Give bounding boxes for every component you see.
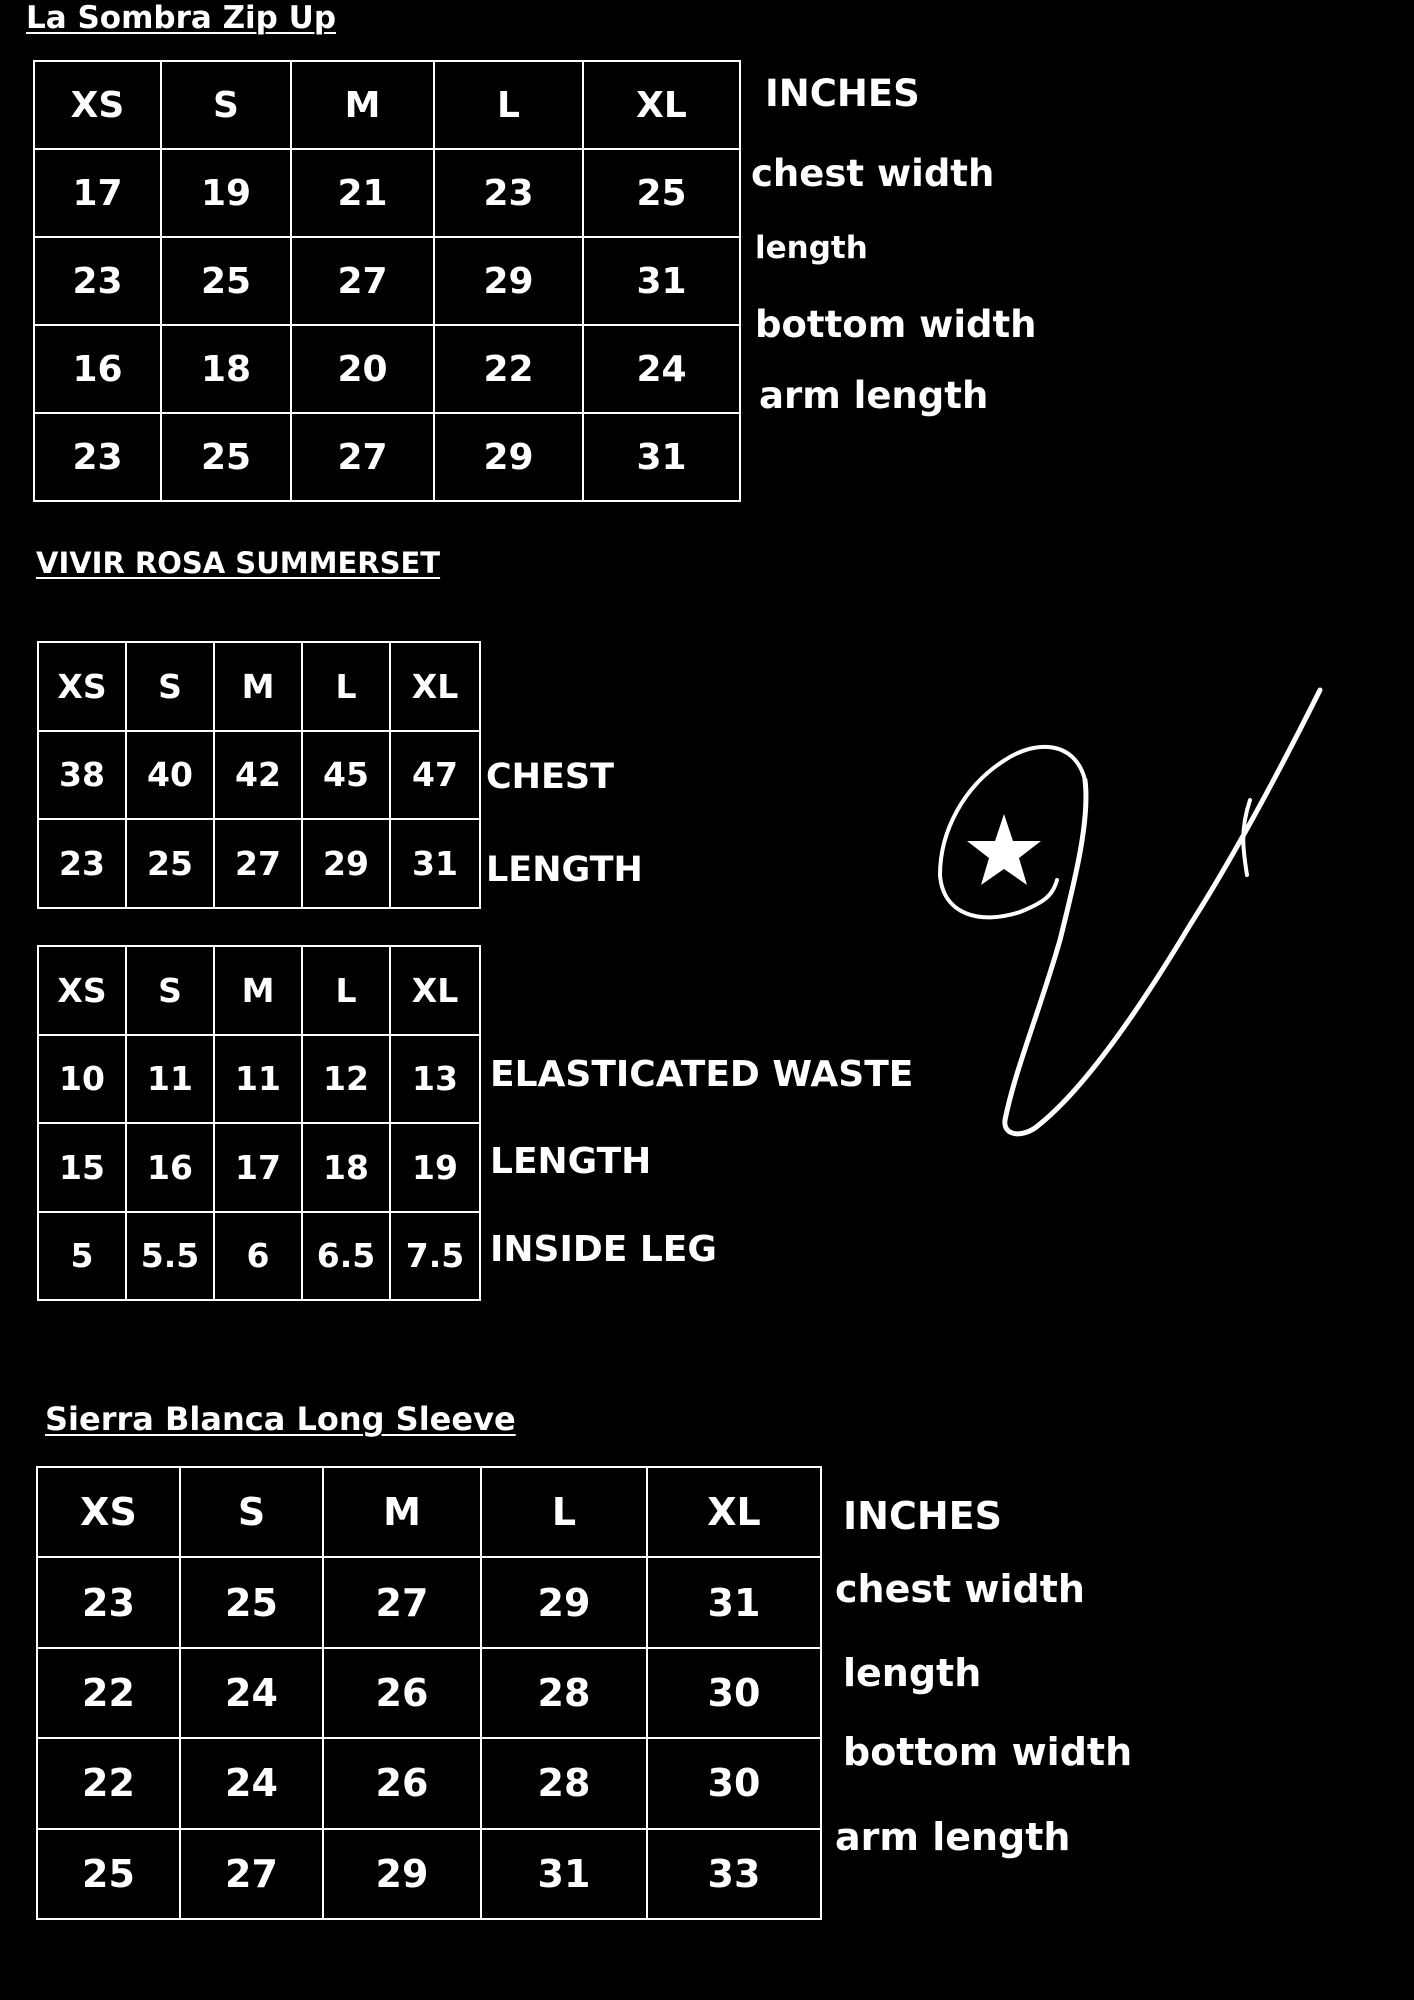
table-cell: 25	[161, 413, 291, 501]
vivir-bottom-label-elasticated-waste: ELASTICATED WASTE	[490, 1054, 914, 1095]
sierra-blanca-size-table	[36, 1466, 822, 1920]
sierra-unit-label: INCHES	[843, 1494, 1002, 1538]
size-header: M	[323, 1467, 481, 1557]
table-row	[37, 1557, 821, 1647]
table-cell: 20	[291, 325, 434, 413]
table-cell: 25	[180, 1557, 323, 1647]
table-cell: 17	[34, 149, 161, 237]
table-cell: 6	[214, 1212, 302, 1301]
la-sombra-label-arm-length: arm length	[759, 374, 989, 417]
table-cell: 24	[583, 325, 740, 413]
table-row	[34, 237, 740, 325]
la-sombra-unit-label: INCHES	[765, 72, 920, 115]
sierra-label-arm-length: arm length	[835, 1815, 1071, 1859]
table-header-row	[38, 642, 480, 731]
table-cell: 5.5	[126, 1212, 214, 1301]
table-cell: 27	[291, 237, 434, 325]
la-sombra-title: La Sombra Zip Up	[26, 0, 337, 36]
vivir-bottom-label-inside-leg: INSIDE LEG	[490, 1229, 717, 1270]
table-header-row	[37, 1467, 821, 1557]
vivir-bottom-label-length: LENGTH	[490, 1141, 652, 1182]
table-cell: 11	[214, 1035, 302, 1124]
table-cell: 31	[647, 1557, 821, 1647]
la-sombra-label-bottom-width: bottom width	[755, 303, 1037, 346]
size-header: XL	[583, 61, 740, 149]
table-cell: 18	[161, 325, 291, 413]
table-cell: 24	[180, 1738, 323, 1828]
size-header: XS	[38, 946, 126, 1035]
vivir-rosa-title: VIVIR ROSA SUMMERSET	[36, 546, 441, 580]
table-cell: 45	[302, 731, 390, 820]
size-header: XS	[38, 642, 126, 731]
table-cell: 40	[126, 731, 214, 820]
size-header: XL	[390, 642, 480, 731]
table-cell: 30	[647, 1648, 821, 1738]
table-row	[38, 731, 480, 820]
table-cell: 17	[214, 1123, 302, 1212]
size-header: L	[302, 946, 390, 1035]
table-cell: 42	[214, 731, 302, 820]
table-row	[34, 413, 740, 501]
size-header: L	[434, 61, 583, 149]
table-row	[38, 1212, 480, 1301]
sierra-label-chest-width: chest width	[835, 1567, 1085, 1611]
size-header: M	[291, 61, 434, 149]
table-cell: 28	[481, 1738, 647, 1828]
table-cell: 26	[323, 1738, 481, 1828]
table-cell: 23	[434, 149, 583, 237]
size-header: S	[161, 61, 291, 149]
la-sombra-label-length: length	[755, 230, 868, 266]
table-cell: 25	[126, 819, 214, 908]
size-header: S	[126, 946, 214, 1035]
table-row	[37, 1738, 821, 1828]
table-cell: 47	[390, 731, 480, 820]
table-header-row	[34, 61, 740, 149]
table-cell: 23	[38, 819, 126, 908]
size-header: XL	[647, 1467, 821, 1557]
table-cell: 23	[37, 1557, 180, 1647]
vivir-top-label-length: LENGTH	[486, 850, 643, 890]
size-header: XL	[390, 946, 480, 1035]
table-header-row	[38, 946, 480, 1035]
table-row	[38, 819, 480, 908]
sierra-label-length: length	[843, 1651, 982, 1695]
table-cell: 5	[38, 1212, 126, 1301]
table-cell: 22	[434, 325, 583, 413]
table-row	[37, 1829, 821, 1919]
size-header: XS	[37, 1467, 180, 1557]
table-cell: 22	[37, 1738, 180, 1828]
table-cell: 29	[434, 413, 583, 501]
table-cell: 31	[481, 1829, 647, 1919]
table-cell: 23	[34, 237, 161, 325]
size-header: M	[214, 946, 302, 1035]
sierra-label-bottom-width: bottom width	[843, 1730, 1133, 1774]
table-cell: 22	[37, 1648, 180, 1738]
vivir-top-label-chest: CHEST	[486, 757, 614, 797]
table-cell: 31	[583, 237, 740, 325]
table-cell: 24	[180, 1648, 323, 1738]
table-row	[38, 1035, 480, 1124]
table-cell: 10	[38, 1035, 126, 1124]
table-cell: 7.5	[390, 1212, 480, 1301]
table-cell: 38	[38, 731, 126, 820]
table-cell: 12	[302, 1035, 390, 1124]
table-cell: 28	[481, 1648, 647, 1738]
table-cell: 25	[583, 149, 740, 237]
table-row	[34, 325, 740, 413]
signature-star-logo-icon	[925, 680, 1325, 1140]
table-cell: 27	[291, 413, 434, 501]
table-cell: 31	[583, 413, 740, 501]
table-cell: 19	[161, 149, 291, 237]
table-cell: 6.5	[302, 1212, 390, 1301]
table-cell: 29	[323, 1829, 481, 1919]
table-cell: 33	[647, 1829, 821, 1919]
size-header: L	[481, 1467, 647, 1557]
size-header: S	[126, 642, 214, 731]
table-cell: 29	[302, 819, 390, 908]
vivir-rosa-bottom-table	[37, 945, 481, 1301]
table-row	[34, 149, 740, 237]
table-cell: 25	[161, 237, 291, 325]
table-cell: 29	[434, 237, 583, 325]
table-cell: 16	[126, 1123, 214, 1212]
size-header: S	[180, 1467, 323, 1557]
table-cell: 29	[481, 1557, 647, 1647]
table-cell: 27	[180, 1829, 323, 1919]
sierra-blanca-title: Sierra Blanca Long Sleeve	[45, 1400, 516, 1438]
size-header: XS	[34, 61, 161, 149]
table-cell: 16	[34, 325, 161, 413]
table-cell: 30	[647, 1738, 821, 1828]
table-row	[38, 1123, 480, 1212]
table-cell: 27	[214, 819, 302, 908]
table-cell: 13	[390, 1035, 480, 1124]
table-cell: 19	[390, 1123, 480, 1212]
table-cell: 27	[323, 1557, 481, 1647]
table-cell: 11	[126, 1035, 214, 1124]
vivir-rosa-top-table	[37, 641, 481, 909]
size-header: L	[302, 642, 390, 731]
table-cell: 26	[323, 1648, 481, 1738]
la-sombra-size-table	[33, 60, 741, 502]
table-cell: 31	[390, 819, 480, 908]
table-cell: 23	[34, 413, 161, 501]
table-cell: 25	[37, 1829, 180, 1919]
table-cell: 21	[291, 149, 434, 237]
table-row	[37, 1648, 821, 1738]
table-cell: 15	[38, 1123, 126, 1212]
size-header: M	[214, 642, 302, 731]
table-cell: 18	[302, 1123, 390, 1212]
la-sombra-label-chest-width: chest width	[751, 152, 995, 195]
